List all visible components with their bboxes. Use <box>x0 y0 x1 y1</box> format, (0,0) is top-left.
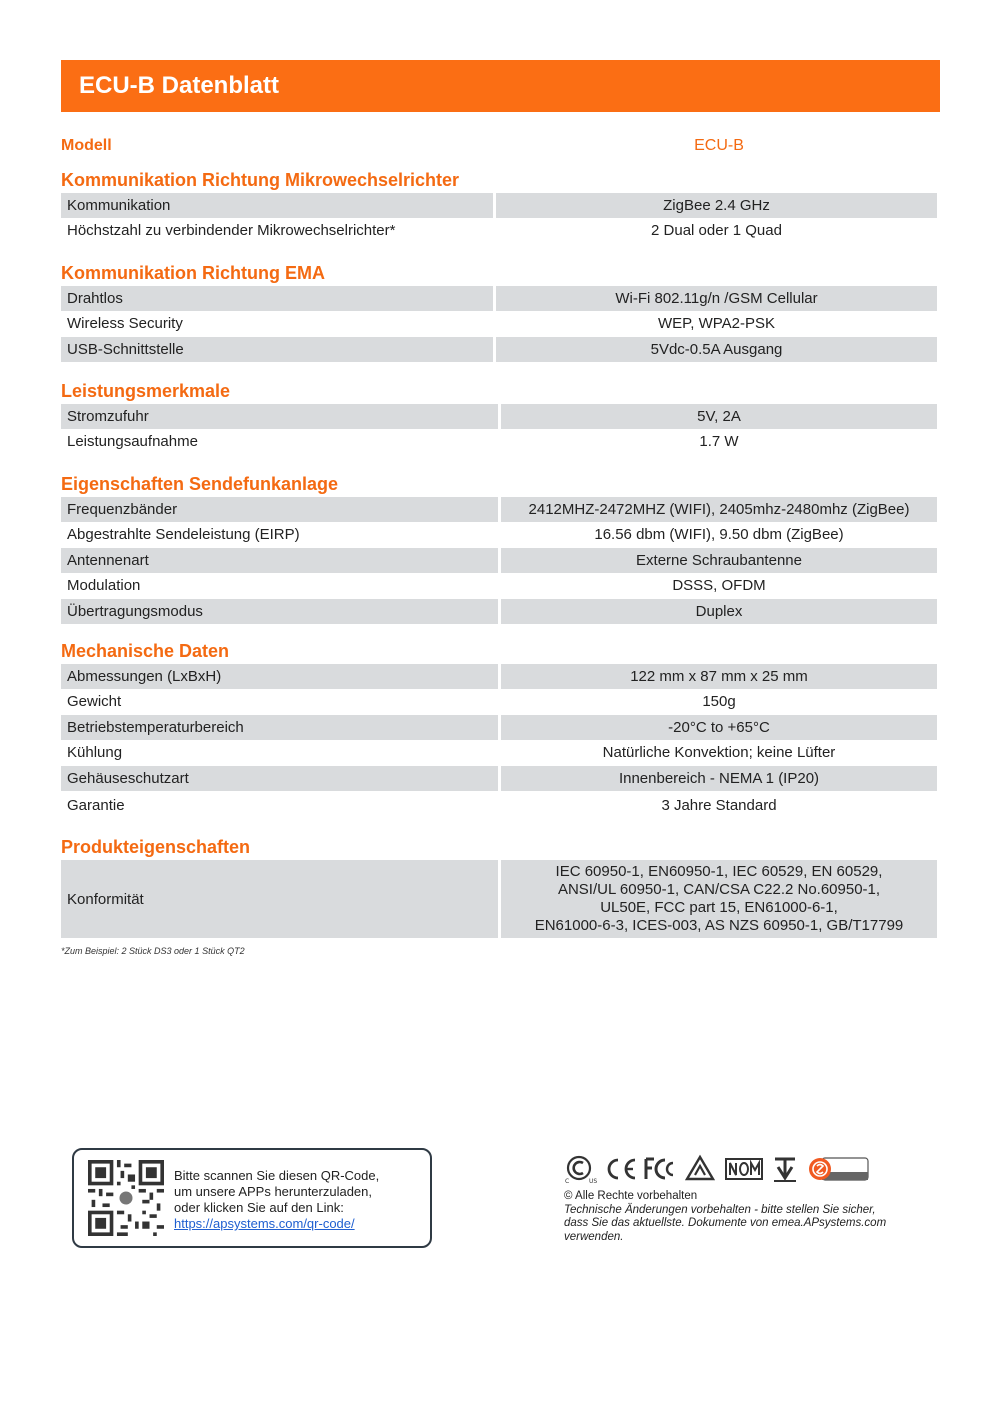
table-row <box>61 599 937 625</box>
anatel-mark-icon <box>772 1154 798 1184</box>
qr-text-line: oder klicken Sie auf den Link: <box>174 1200 344 1215</box>
page-title: ECU-B Datenblatt <box>79 72 280 99</box>
conformity-line: UL50E, FCC part 15, EN61000-6-1, <box>600 899 838 916</box>
spec-value: 5Vdc-0.5A Ausgang <box>493 337 937 363</box>
certification-logos <box>564 1154 884 1188</box>
spec-value: Innenbereich - NEMA 1 (IP20) <box>498 766 937 792</box>
spec-value: 16.56 dbm (WIFI), 9.50 dbm (ZigBee) <box>498 523 937 549</box>
spec-label: Kühlung <box>61 741 498 767</box>
table-row <box>61 741 937 767</box>
spec-label: Übertragungsmodus <box>61 599 498 625</box>
conformity-line: ANSI/UL 60950-1, CAN/CSA C22.2 No.60950-1, <box>557 881 881 898</box>
spec-value: Wi-Fi 802.11g/n /GSM Cellular <box>493 286 937 312</box>
table-row <box>61 337 937 363</box>
spec-value: Duplex <box>498 599 937 625</box>
qr-text-line: um unsere APPs herunterzuladen, <box>174 1184 373 1199</box>
qr-text-line: Bitte scannen Sie diesen QR-Code, <box>174 1168 380 1183</box>
spec-value: ZigBee 2.4 GHz <box>493 193 937 219</box>
table-row <box>61 860 937 939</box>
spec-table-performance <box>61 404 937 455</box>
table-row <box>61 574 937 600</box>
spec-value: DSSS, OFDM <box>498 574 937 600</box>
section-title-performance: Leistungsmerkmale <box>61 381 231 401</box>
section-title-mechanical: Mechanische Daten <box>61 641 230 661</box>
ce-mark-icon <box>604 1154 638 1184</box>
table-row <box>61 548 937 574</box>
qr-code-icon[interactable] <box>88 1160 164 1236</box>
spec-value: 150g <box>498 690 937 716</box>
spec-value: WEP, WPA2-PSK <box>493 312 937 338</box>
svg-text:US: US <box>589 1178 598 1184</box>
section-title-communication-micro: Kommunikation Richtung Mikrowechselrichter <box>61 170 460 190</box>
spec-label: Leistungsaufnahme <box>61 430 498 456</box>
rights-notice <box>564 1190 924 1244</box>
section-title-communication-ema: Kommunikation Richtung EMA <box>61 263 325 283</box>
spec-table-communication-ema <box>61 286 937 363</box>
spec-value: 1.7 W <box>498 430 937 456</box>
rcm-mark-icon <box>684 1154 716 1184</box>
spec-value: -20°C to +65°C <box>498 715 937 741</box>
section-title-product: Produkteigenschaften <box>61 837 251 857</box>
table-row <box>61 523 937 549</box>
spec-label: Höchstzahl zu verbindender Mikrowechselrichter* <box>61 219 493 245</box>
csa-us-mark-icon <box>564 1154 600 1184</box>
spec-label: Stromzufuhr <box>61 404 498 430</box>
table-row <box>61 766 937 792</box>
table-row <box>61 690 937 716</box>
datasheet-title-banner <box>61 60 940 112</box>
spec-label: Abgestrahlte Sendeleistung (EIRP) <box>61 523 498 549</box>
table-row <box>61 430 937 456</box>
spec-label: Frequenzbänder <box>61 497 498 523</box>
spec-table-product <box>61 860 937 939</box>
copyright-line: © Alle Rechte vorbehalten <box>564 1190 698 1202</box>
spec-label: Garantie <box>61 792 498 821</box>
spec-label: USB-Schnittstelle <box>61 337 493 363</box>
spec-value: 122 mm x 87 mm x 25 mm <box>498 664 937 690</box>
disclaimer-line: dass Sie das aktuellste. Dokumente von emea.APsystems.com <box>564 1217 887 1229</box>
table-row <box>61 193 937 219</box>
ieee-2030-5-csip-certified-mark-icon <box>808 1154 870 1184</box>
spec-label: Gewicht <box>61 690 498 716</box>
table-row <box>61 497 937 523</box>
qr-link[interactable]: https://apsystems.com/qr-code/ <box>174 1216 355 1231</box>
table-row <box>61 219 937 245</box>
spec-table-radio <box>61 497 937 625</box>
disclaimer-line: verwenden. <box>564 1230 624 1243</box>
spec-value: 2412MHZ-2472MHZ (WIFI), 2405mhz-2480mhz (ZigBee) <box>498 497 937 523</box>
qr-code-box <box>72 1148 432 1248</box>
table-row <box>61 286 937 312</box>
model-value: ECU-B <box>694 137 744 154</box>
spec-label: Konformität <box>61 860 498 939</box>
spec-label: Drahtlos <box>61 286 493 312</box>
spec-value: 5V, 2A <box>498 404 937 430</box>
table-row <box>61 404 937 430</box>
spec-value-conformity <box>498 860 937 939</box>
spec-label: Kommunikation <box>61 193 493 219</box>
conformity-line: IEC 60950-1, EN60950-1, IEC 60529, EN 60529, <box>555 863 883 880</box>
section-title-radio: Eigenschaften Sendefunkanlage <box>61 474 339 494</box>
disclaimer-line: Technische Änderungen vorbehalten - bitte stellen Sie sicher, <box>564 1203 876 1216</box>
spec-label: Gehäuseschutzart <box>61 766 498 792</box>
spec-label: Betriebstemperaturbereich <box>61 715 498 741</box>
spec-label: Antennenart <box>61 548 498 574</box>
nom-mark-icon <box>724 1154 764 1184</box>
qr-instructions <box>174 1168 424 1232</box>
spec-value: 3 Jahre Standard <box>498 792 937 821</box>
svg-text:C: C <box>565 1178 570 1184</box>
model-row <box>61 137 937 159</box>
spec-value: Externe Schraubantenne <box>498 548 937 574</box>
table-row <box>61 715 937 741</box>
conformity-line: EN61000-6-3, ICES-003, AS NZS 60950-1, GB/T17799 <box>534 917 904 934</box>
spec-table-mechanical <box>61 664 937 821</box>
spec-label: Modulation <box>61 574 498 600</box>
fcc-mark-icon <box>644 1154 676 1184</box>
spec-table-communication-micro <box>61 193 937 244</box>
table-row <box>61 312 937 338</box>
table-row <box>61 664 937 690</box>
spec-label: Wireless Security <box>61 312 493 338</box>
table-row <box>61 792 937 821</box>
spec-value: Natürliche Konvektion; keine Lüfter <box>498 741 937 767</box>
footnote: *Zum Beispiel: 2 Stück DS3 oder 1 Stück QT2 <box>61 946 245 956</box>
model-label: Modell <box>61 137 112 154</box>
spec-value: 2 Dual oder 1 Quad <box>493 219 937 245</box>
spec-label: Abmessungen (LxBxH) <box>61 664 498 690</box>
